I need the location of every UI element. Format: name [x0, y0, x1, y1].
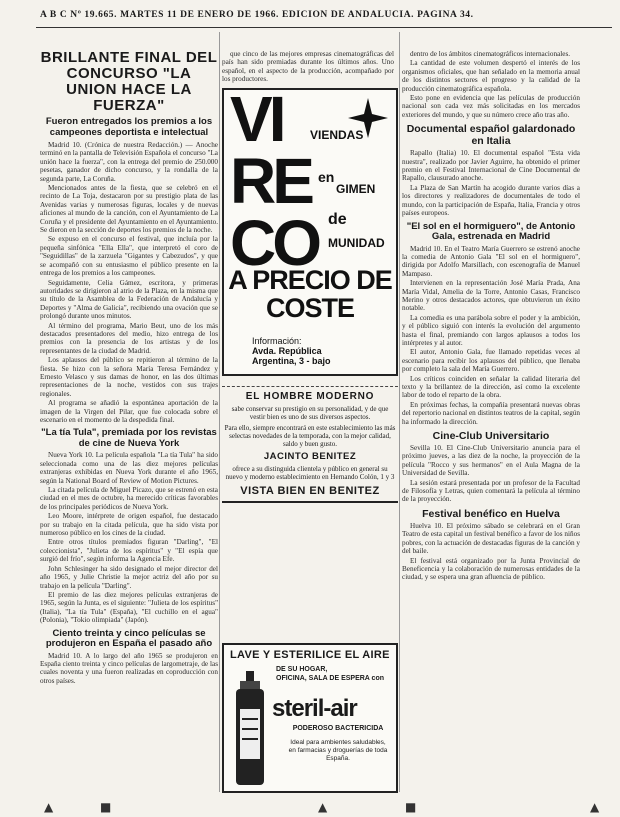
- paragraph: La citada película de Miguel Picazo, que se estrenó en esta ciudad en el mes de octubre, ha merecido críticas favorables de los principales periódicos de Nueva York.: [40, 486, 218, 511]
- article-concurso: [40, 141, 218, 424]
- paragraph: Leo Moore, intérprete de origen español, fue destacado por su trabajo en la citada película, que ha sido vista por numeroso público en los cines de la ciudad.: [40, 512, 218, 538]
- ad-info-label: Información:: [252, 336, 302, 346]
- column-3: [402, 50, 580, 790]
- ad-steril-air: [222, 643, 398, 793]
- paragraph: Rapallo (Italia) 10. El documental español "Esta vida nuestra", realizado por Javier Aguirre, ha obtenido el primer premio en el Festival Internacional de Cine Documental de Rapallo, clausurado anoche.: [402, 149, 580, 183]
- paragraph: Nueva York 10. La película española "La tía Tula" ha sido seleccionada como una de las diez mejores películas extranjeras exhibidas en Nueva York durante el año 1965, según la National Board of Review of Motion Pictures.: [40, 451, 218, 485]
- ad2-body-1: sabe conservar su prestigio en su personalidad, y de que vestir bien es uno de sus diversos aspectos.: [231, 405, 389, 421]
- divider: [222, 501, 398, 503]
- ad-info-address-1: Avda. República: [252, 346, 322, 356]
- paragraph: Seguidamente, Celia Gámez, escritora, y primeras autoridades se dirigieron al atrio de la Plaza, en la misma que su título de la Asamblea de la Federación de Andalucía y Deportes y "Alma de Galicia", recibiendo una ovación que se prolongó durante unos minutos.: [40, 278, 218, 321]
- ad3-sub: [276, 665, 384, 683]
- paragraph: El festival está organizado por la Junta Provincial de Beneficencia y la colaboración de numerosas entidades de la ciudad, y se espera una gran afluencia de público.: [402, 556, 580, 582]
- ad2-title: EL HOMBRE MODERNO: [245, 391, 375, 402]
- ad2-slogan: VISTA BIEN EN BENITEZ: [240, 485, 380, 497]
- paragraph: El premio de las diez mejores películas extranjeras de 1965, según la Junta, es el siguiente: "Julieta de los espíritus" (Italia), "La tía Tula" (España), "El cuchillo en el agua" (Polonia), "Tokio olimpiada" (Japón).: [40, 590, 218, 625]
- ad2-body-3: ofrece a su distinguida clientela y público en general su nuevo y moderno establecimiento en Hernando Colón, 1 y 3: [225, 465, 395, 481]
- paragraph: La Plaza de San Martín ha acogido durante varios días a los directores y realizadores de documentales de todo el mundo, con la participación de España, Italia, Francia y otros países europeos.: [402, 183, 580, 218]
- header-rule: [36, 27, 612, 28]
- page-header: A B C Nº 19.665. MARTES 11 DE ENERO DE 1966. EDICION DE ANDALUCIA. PAGINA 34.: [40, 10, 474, 20]
- column-separator: [399, 32, 400, 792]
- column-2-top: [222, 50, 394, 86]
- registration-mark-icon: ■: [100, 800, 112, 814]
- paragraph: La cantidad de este volumen despertó el interés de los organismos oficiales, que han señalado en la memoria anual de los distintos sectores el progreso y la calidad de la producción cinematográfica española.: [402, 59, 580, 93]
- headline-concurso: BRILLANTE FINAL DEL CONCURSO "LA UNION HACE LA FUERZA": [40, 50, 218, 114]
- ad-info-address-2: Argentina, 3 - bajo: [252, 356, 331, 366]
- paragraph: dentro de los ámbitos cinematográficos internacionales.: [410, 50, 571, 58]
- headline-festival: Festival benéfico en Huelva: [422, 507, 560, 520]
- paragraph: Intervienen en la representación José María Prada, Ana María Vidal, Amelia de la Torre, Antonio Casas, Francisco Merino y otros destacados actores, que obtuvieron un éxito notable.: [402, 279, 580, 313]
- paragraph: El autor, Antonio Gala, fue llamado repetidas veces al escenario para recibir los aplausos del público, que llenaba por completo la sala del María Guerrero.: [402, 348, 580, 374]
- ad-info: [252, 336, 331, 366]
- paragraph: Huelva 10. El próximo sábado se celebrará en el Gran Teatro de esta capital un festival benéfico a favor de los niños pobres, con la actuación de destacadas figuras de la canción y del baile.: [402, 521, 580, 556]
- registration-mark-icon: ■: [405, 800, 417, 814]
- registration-mark-icon: ▲: [590, 800, 600, 814]
- registration-mark-icon: ▲: [44, 800, 54, 814]
- paragraph: John Schlesinger ha sido designado el mejor director del año 1965, y Julie Christie la mejor actriz del año por su trabajo en la película "Darling".: [40, 564, 218, 590]
- ad2-label: JACINTO BENITEZ: [263, 451, 357, 462]
- ad-viendas: VIENDAS: [310, 128, 364, 142]
- ad-co: CO: [230, 207, 318, 279]
- ad-munidad: MUNIDAD: [328, 236, 385, 250]
- ad-gimen: GIMEN: [336, 182, 376, 196]
- ad-re: RE: [230, 145, 311, 217]
- paragraph: Sevilla 10. El Cine-Club Universitario anuncia para el próximo jueves, a las diez de la noche, la proyección de la película "Rocco y sus hermanos" en el Aula Magna de la Universidad de Sevilla.: [402, 444, 580, 478]
- paragraph: Al programa se añadió la espontánea aportación de la imagen de la Virgen del Pilar, que fue colocada sobre el escenario en el momento de la despedida final.: [40, 399, 218, 424]
- divider: [222, 386, 398, 387]
- paragraph: que cinco de las mejores empresas cinematográficas del país han sido premiadas durante los últimos años. Uno español, en el aspecto de la producción, acompañado por los productores.: [222, 50, 394, 84]
- paragraph: Al término del programa, Mario Beut, uno de los más destacados presentadores del medio, hizo entrega de los premios con la presencia de los artistas y de los representantes de la ciudad de Madrid.: [40, 321, 218, 355]
- paragraph: La comedia es una parábola sobre el poder y la ambición, y el público siguió con interés la evolución del argumento hasta el final, premiando con largos aplausos a todos los intérpretes y al autor.: [402, 313, 580, 347]
- ad-vi: VI: [230, 88, 283, 155]
- paragraph: Madrid 10. En el Teatro María Guerrero se estrenó anoche la comedia de Antonio Gala "El sol en el hormiguero", dirigida por Adolfo Marsillach, con escenografía de Manuel Mampaso.: [402, 244, 580, 278]
- ad-de: de: [328, 211, 347, 228]
- article-peliculas: [40, 652, 218, 686]
- ad-precio: A PRECIO DE COSTE: [228, 265, 392, 323]
- headline-tia-tula: "La tía Tula", premiada por los revistas de cine de Nueva York: [41, 427, 217, 449]
- paragraph: Entre otros títulos premiados figuran "Darling", "El coleccionista", "Julieta de los espíritus" y "El espía que surgió del frío", según informa la Agencia Efe.: [40, 538, 218, 564]
- paragraph: En próximas fechas, la compañía presentará nuevas obras del repertorio nacional en distintos teatros de la capital, según ha informado la dirección.: [402, 400, 580, 426]
- paragraph: Se expuso en el concurso el festival, que incluía por la pequeña sinfónica "Ella Ella", que interpretó el coro de "Seguidillas" de la zarzuela "Gigantes y Cabezudos", y que se acompañó con su entusiasmo el público presente en la entrega de los premios a los campeones.: [40, 235, 218, 278]
- paragraph: Los críticos coinciden en señalar la calidad literaria del texto y la brillantez de la dirección, así como la excelente labor de todo el reparto de la obra.: [402, 374, 580, 400]
- subhead-premios: Fueron entregados los premios a los campeones deportista e intelectual: [45, 116, 213, 138]
- ad2-body-2: Para ello, siempre encontrará en este establecimiento las más selectas novedades de la temporada, con la mejor calidad, saldo y buen gusto.: [224, 424, 396, 448]
- ad3-sub-2: OFICINA, SALA DE ESPERA con: [276, 675, 384, 682]
- ad3-maker: PODEROSO BACTERICIDA: [292, 725, 384, 732]
- ad3-sub-1: DE SU HOGAR,: [276, 666, 328, 673]
- headline-peliculas: Ciento treinta y cinco películas se produjeron en España el pasado año: [45, 627, 213, 650]
- spray-can-icon: [232, 669, 268, 787]
- column-1: [40, 50, 218, 790]
- ad-hombre-moderno: [222, 382, 398, 632]
- ad-en: en: [318, 169, 335, 185]
- paragraph: Madrid 10. (Crónica de nuestra Redacción.) — Anoche terminó en la pantalla de Televisión Española el concurso "La unión hace la fuerza", con la entrega del premio de 250.000 pesetas, ganador de dicho concurso, y la rondalla de la segunda parte, La Coruña.: [40, 141, 218, 183]
- ad3-brand: steril-air: [272, 695, 357, 722]
- registration-mark-icon: ▲: [318, 800, 328, 814]
- paragraph: La sesión estará presentada por un profesor de la Facultad de Filosofía y Letras, quien comentará la película al término de la proyección.: [402, 478, 580, 504]
- paragraph: Esto pone en evidencia que las películas de producción nacional son cada vez más solicitadas en los mercados exteriores del mundo, y que su número crece año tras año.: [402, 94, 580, 119]
- ad-viviendas: [222, 88, 398, 376]
- paragraph: Madrid 10. A lo largo del año 1965 se produjeron en España ciento treinta y cinco películas de largometraje, de las cuales noventa y una fueron realizadas en coproducción con otros países.: [40, 651, 218, 685]
- headline-sol-hormiguero: "El sol en el hormiguero", de Antonio Gala, estrenada en Madrid: [406, 220, 576, 242]
- article-tia-tula: [40, 451, 218, 624]
- ad3-headline: LAVE Y ESTERILICE EL AIRE: [230, 649, 390, 661]
- paragraph: Mencionados antes de la fiesta, que se celebró en el recinto de La Toja, destacaron por su prestigio plata de las Avenidas varias y numerosas figuras, locales y de nuevas aficiones al mundo de la canción, con el Ayuntamiento de La Coruña y el presidente del Ayuntamiento en el Ayuntamiento. Se dieron en la sección de deportes los premios de la noche.: [40, 184, 218, 235]
- paragraph: Los aplausos del público se repitieron al término de la fiesta. Se hizo con la señora María Teresa Fernández y Ernesto Velasco y sus damas de honor, en las dos últimas representaciones de la noche, vestidos con sus trajes regionales.: [40, 356, 218, 398]
- column-separator: [219, 32, 220, 792]
- headline-documental: Documental español galardonado en Italia: [406, 123, 576, 148]
- headline-cine-club: Cine-Club Universitario: [432, 430, 550, 443]
- ad3-body: Ideal para ambientes saludables, en farmacias y droguerías de toda España.: [288, 739, 388, 762]
